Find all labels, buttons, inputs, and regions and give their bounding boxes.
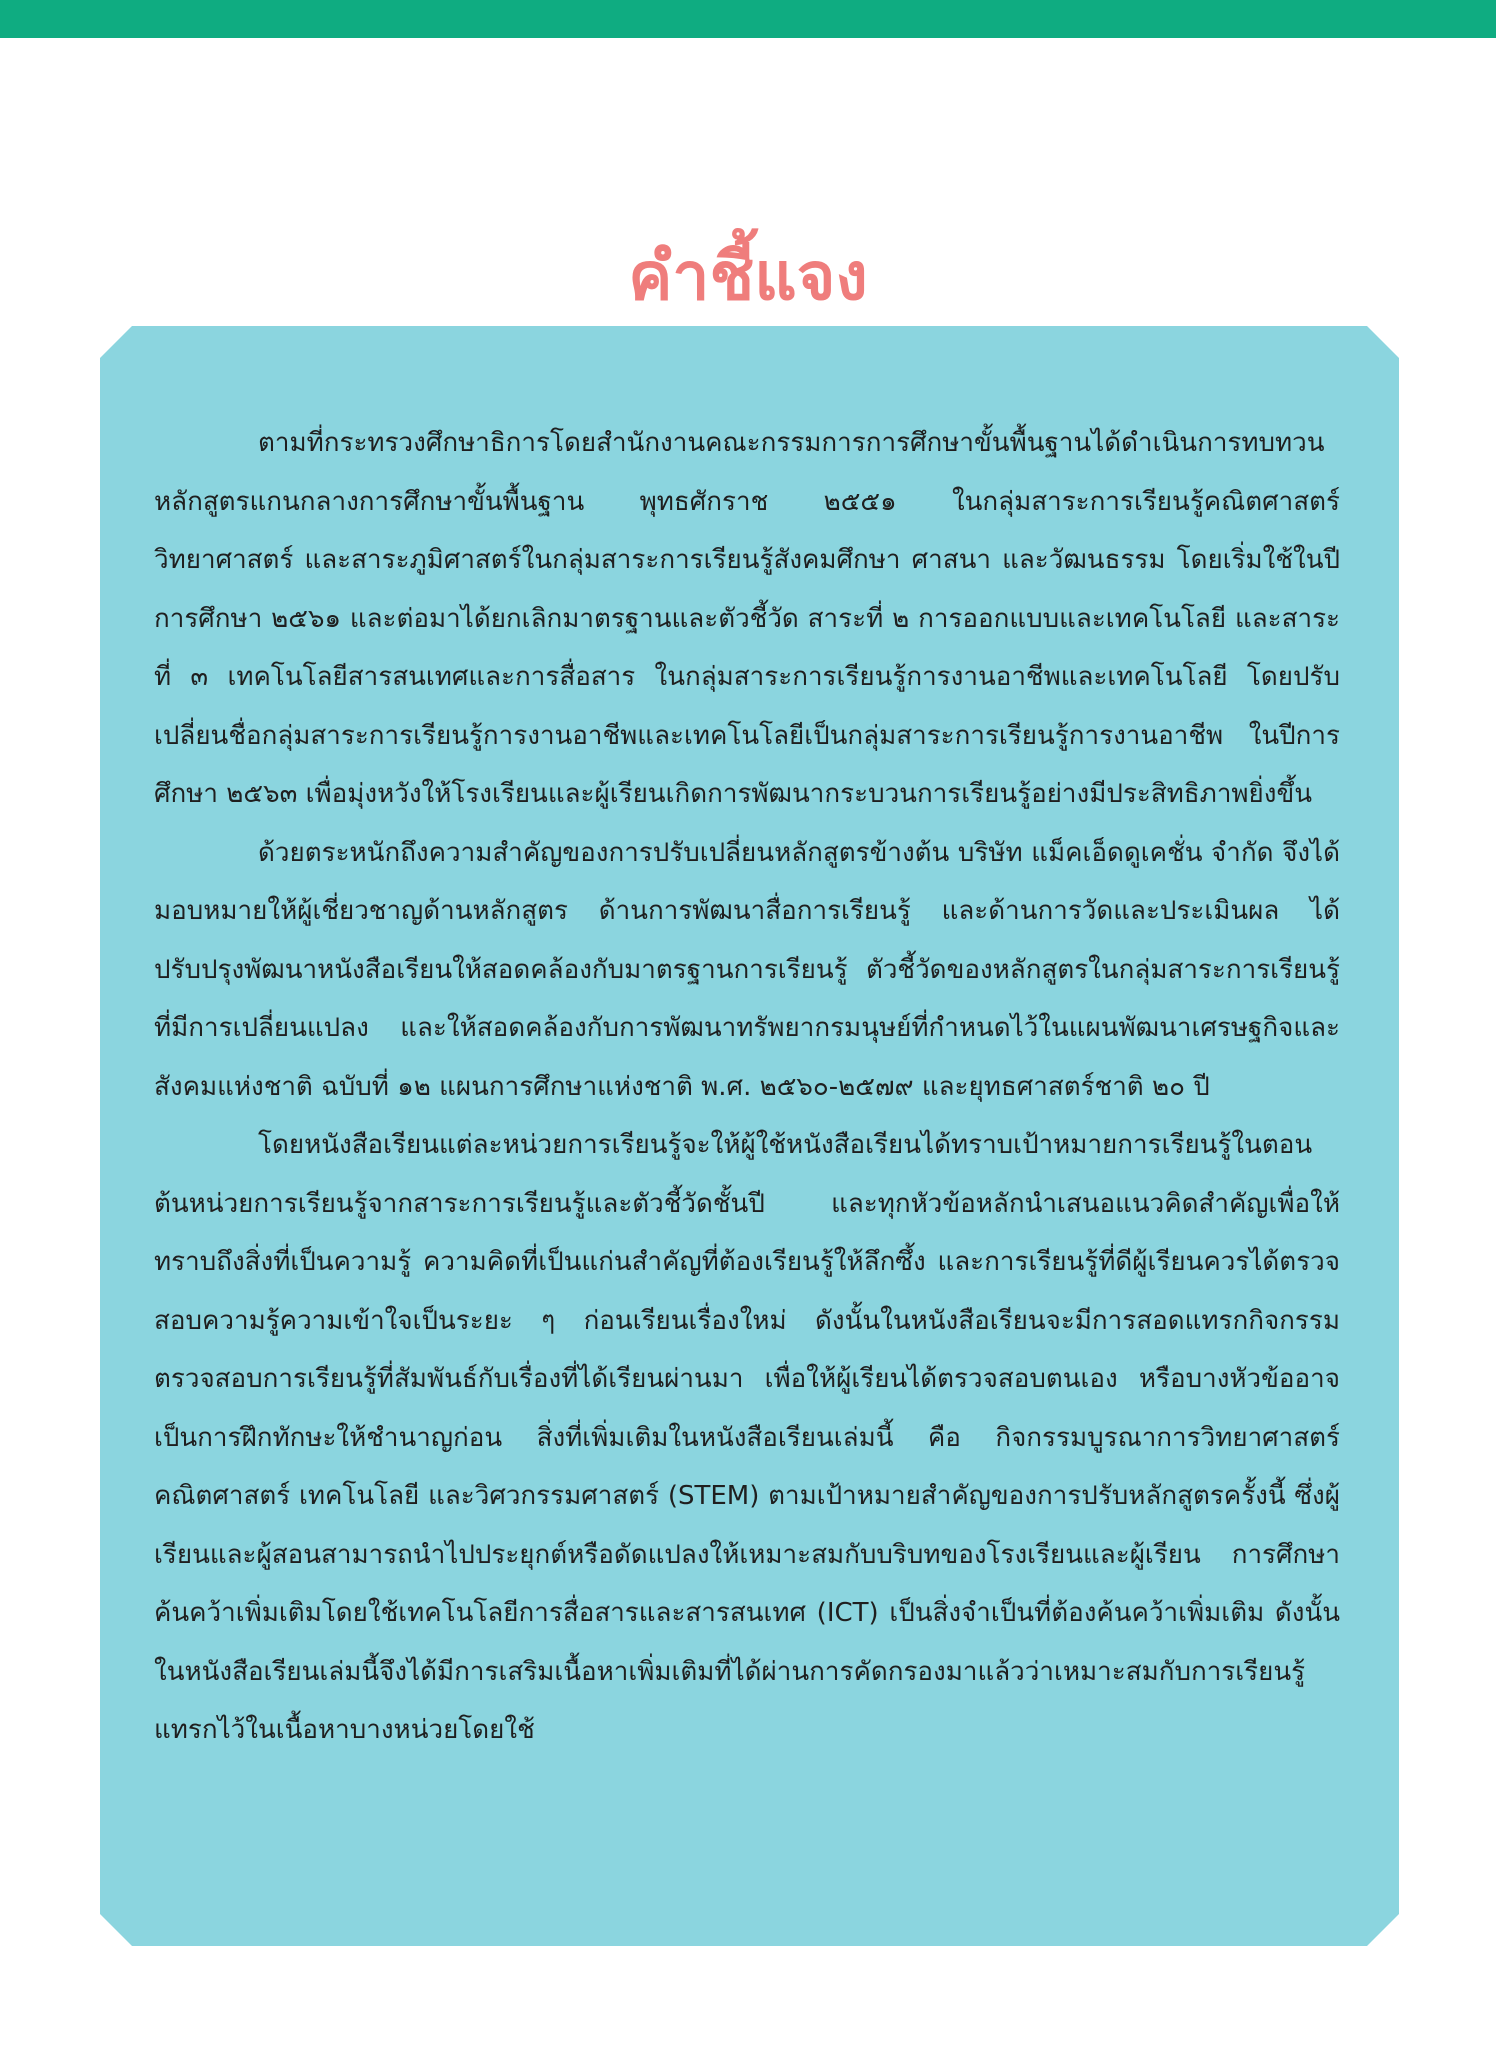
page-title: คำชี้แจง [628, 238, 868, 315]
paragraph-textbook-features: โดยหนังสือเรียนแต่ละหน่วยการเรียนรู้จะให้ผู้ใช้หนังสือเรียนได้ทราบเป้าหมายการเรียนรู้ในตอนต้นหน่วยการเรียนรู้จากสาระการเรียนรู้และตัวชี้วัดชั้นปี และทุกหัวข้อหลักนำเสนอแนวคิดสำคัญเพื่อให้ทราบถึงสิ่งที่เป็นความรู้ ความคิดที่เป็นแก่นสำคัญที่ต้องเรียนรู้ให้ลึกซึ้ง และการเรียนรู้ที่ดีผู้เรียนควรได้ตรวจสอบความรู้ความเข้าใจเป็นระยะ ๆ ก่อนเรียนเรื่องใหม่ ดังนั้นในหนังสือเรียนจะมีการสอดแทรกกิจกรรมตรวจสอบการเรียนรู้ที่สัมพันธ์กับเรื่องที่ได้เรียนผ่านมา เพื่อให้ผู้เรียนได้ตรวจสอบตนเอง หรือบางหัวข้ออาจเป็นการฝึกทักษะให้ชำนาญก่อน สิ่งที่เพิ่มเติมในหนังสือเรียนเล่มนี้ คือ กิจกรรมบูรณาการวิทยาศาสตร์ คณิตศาสตร์ เทคโนโลยี และวิศวกรรมศาสตร์ (STEM) ตามเป้าหมายสำคัญของการปรับหลักสูตรครั้งนี้ ซึ่งผู้เรียนและผู้สอนสามารถนำไปประยุกต์หรือดัดแปลงให้เหมาะสมกับบริบทของโรงเรียนและผู้เรียน การศึกษาค้นคว้าเพิ่มเติมโดยใช้เทคโนโลยีการสื่อสารและสารสนเทศ (ICT) เป็นสิ่งจำเป็นที่ต้องค้นคว้าเพิ่มเติม ดังนั้นในหนังสือเรียนเล่มนี้จึงได้มีการเสริมเนื้อหาเพิ่มเติมที่ได้ผ่านการคัดกรองมาแล้วว่าเหมาะสมกับการเรียนรู้ แทรกไว้ในเนื้อหาบางหน่วยโดยใช้ [154, 1130, 1340, 1745]
paragraph-curriculum-review: ตามที่กระทรวงศึกษาธิการโดยสำนักงานคณะกรรมการการศึกษาขั้นพื้นฐานได้ดำเนินการทบทวนหลักสูตรแกนกลางการศึกษาขั้นพื้นฐาน พุทธศักราช ๒๕๕๑ ในกลุ่มสาระการเรียนรู้คณิตศาสตร์ วิทยาศาสตร์ และสาระภูมิศาสตร์ในกลุ่มสาระการเรียนรู้สังคมศึกษา ศาสนา และวัฒนธรรม โดยเริ่มใช้ในปีการศึกษา ๒๕๖๑ และต่อมาได้ยกเลิกมาตรฐานและตัวชี้วัด สาระที่ ๒ การออกแบบและเทคโนโลยี และสาระที่ ๓ เทคโนโลยีสารสนเทศและการสื่อสาร ในกลุ่มสาระการเรียนรู้การงานอาชีพและเทคโนโลยี โดยปรับเปลี่ยนชื่อกลุ่มสาระการเรียนรู้การงานอาชีพและเทคโนโลยีเป็นกลุ่มสาระการเรียนรู้การงานอาชีพ ในปีการศึกษา ๒๕๖๓ เพื่อมุ่งหวังให้โรงเรียนและผู้เรียนเกิดการพัฒนากระบวนการเรียนรู้อย่างมีประสิทธิภาพยิ่งขึ้น [154, 428, 1340, 809]
top-accent-bar [0, 0, 1496, 38]
paragraph-publisher-development: ด้วยตระหนักถึงความสำคัญของการปรับเปลี่ยนหลักสูตรข้างต้น บริษัท แม็คเอ็ดดูเคชั่น จำกัด จึงได้มอบหมายให้ผู้เชี่ยวชาญด้านหลักสูตร ด้านการพัฒนาสื่อการเรียนรู้ และด้านการวัดและประเมินผล ได้ปรับปรุงพัฒนาหนังสือเรียนให้สอดคล้องกับมาตรฐานการเรียนรู้ ตัวชี้วัดของหลักสูตรในกลุ่มสาระการเรียนรู้ที่มีการเปลี่ยนแปลง และให้สอดคล้องกับการพัฒนาทรัพยากรมนุษย์ที่กำหนดไว้ในแผนพัฒนาเศรษฐกิจและสังคมแห่งชาติ ฉบับที่ ๑๒ แผนการศึกษาแห่งชาติ พ.ศ. ๒๕๖๐-๒๕๗๙ และยุทธศาสตร์ชาติ ๒๐ ปี [154, 837, 1340, 1102]
body-text [154, 414, 1340, 1760]
